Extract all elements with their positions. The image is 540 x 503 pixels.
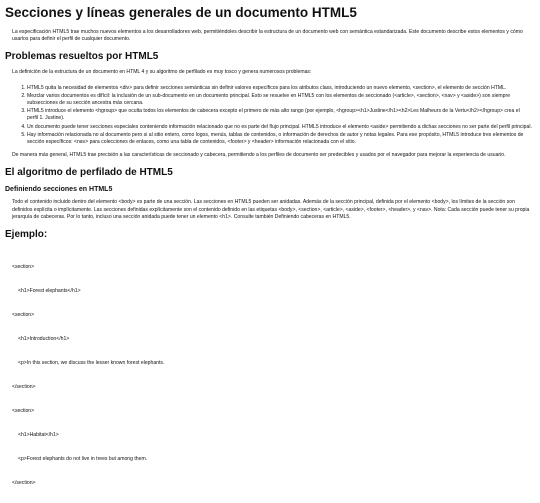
page-title: Secciones y líneas generales de un documento HTML5 — [5, 5, 357, 20]
list-item: 3. HTML5 introduce el elemento <hgroup> que oculta todos los elementos de cabecera excepto el primero de más alto rango (por ejemplo, <hgroup><h1>Justine</h1><h2>Les Malheurs de la Vertu</h2></hgroup> crea el perfil 1. Justine). — [27, 108, 532, 122]
algorithm-heading: El algoritmo de perfilado de HTML5 — [5, 167, 173, 179]
code-line: <section> — [12, 264, 35, 271]
code-line: <p>In this section, we discuss the lesser known forest elephants. — [18, 360, 165, 367]
problems-list — [5, 85, 532, 147]
problems-closing: De manera más general, HTML5 trae precisión a las características de seccionado y cabecera, permitiendo a los perfiles de documento ser predecibles y usados por el navegador para mejorar la experiencia de usuario. — [12, 152, 506, 159]
problems-heading: Problemas resueltos por HTML5 — [5, 51, 159, 63]
example-heading: Ejemplo: — [5, 229, 48, 241]
problems-lead: La definición de la estructura de un documento en HTML 4 y su algoritmo de perfilado es muy tosco y genera numerosos problemas: — [12, 69, 312, 76]
code-line: <h1>Habitat</h1> — [18, 432, 59, 439]
code-line: <section> — [12, 408, 35, 415]
list-item: 1. HTML5 quita la necesidad de elementos <div> para definir secciones semánticas sin definir valores específicos para los atributos class, introduciendo un nuevo elemento, <section>, el elemento de sección HTML. — [27, 85, 532, 92]
intro-paragraph: La especificación HTML5 trae muchos nuevos elementos a los desarrolladores web, permitiéndoles describir la estructura de un documento web con semántica estandarizada. Este documento describe estos elementos y cómo usarlos para definir el perfil de cualquier documento. — [12, 29, 523, 43]
code-example — [12, 247, 532, 503]
code-line: <h1>Forest elephants</h1> — [18, 288, 81, 295]
algorithm-paragraph: Todo el contenido incluido dentro del elemento <body> es parte de una sección. Las secciones en HTML5 pueden ser anidadas. Además de la sección principal, definida por el elemento <body>, los límites de la sección son definidos explícita o implícitamente. Las secciones definidas explícitamente son el contenido definido en las etiquetas <body>, <section>, <article>, <aside>, <footer>, <header>, y <nav>. Nota: Cada sección puede tener su propia jerarquía de cabeceras. Por lo tanto, incluso una sección anidada puede tener un elemento <h1>. Consulte también Definiendo cabeceras en HTML5. — [12, 199, 530, 220]
code-line: <h1>Introduction</h1> — [18, 336, 70, 343]
list-item: 5. Hay información relacionada no al documento pero si al sitio entero, como logos, menús, tablas de contenidos, o información de derechos de autor y notas legales. Para ese propósito, HTML5 introduce tres elementos de sección específicos: <nav> para colecciones de enlaces, como una tabla de contenidos, <footer> y <header> información relacionada con el sitio. — [27, 132, 532, 146]
list-item: 4. Un documento puede tener secciones especiales conteniendo información relacionado que no es parte del flujo principal. HTML5 introduce el elemento <aside> permitiendo a dichas secciones no ser parte del perfil principal. — [27, 124, 532, 131]
code-line: <p>Forest elephants do not live in trees but among them. — [18, 456, 148, 463]
list-item: 2. Mezclar varios documentos es difícil: la inclusión de un sub-documento en un documento principal. Esto se resuelve en HTML5 con los elementos de seccionado (<article>, <section>, <nav> y <aside>) son siempre subsecciones de su sección ancestra más cercana. — [27, 93, 532, 107]
sections-subheading: Definiendo secciones en HTML5 — [5, 186, 113, 194]
code-line: <section> — [12, 312, 35, 319]
code-line: </section> — [12, 384, 36, 391]
code-line: </section> — [12, 480, 36, 487]
